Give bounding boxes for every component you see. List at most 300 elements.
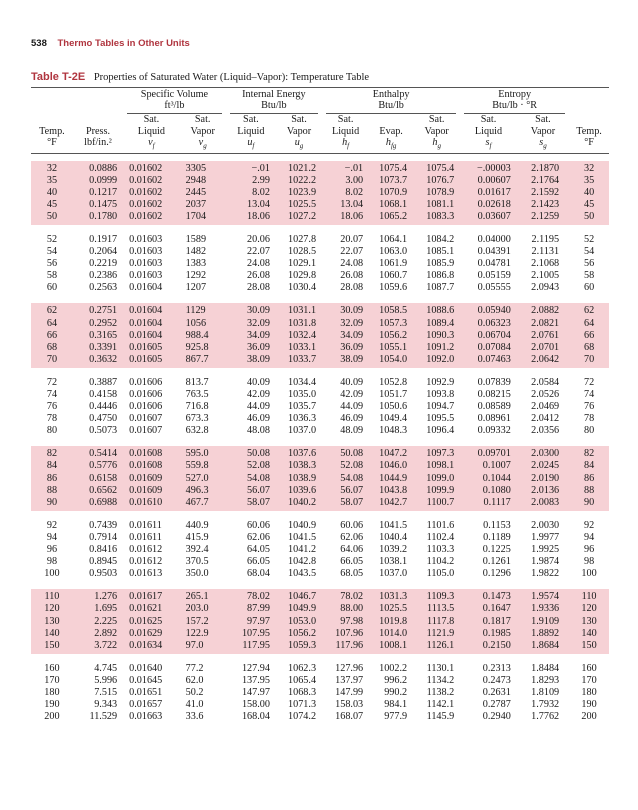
specific-volume-units: ft³/lb [164, 100, 185, 111]
table-value: 1.9977 [531, 531, 560, 543]
table-value: 0.07463 [477, 353, 511, 365]
table-value: 0.01640 [129, 662, 163, 674]
table-value: 52.08 [247, 460, 270, 472]
cell-vg [180, 518, 226, 582]
table-value: 527.0 [185, 472, 209, 484]
table-value: 0.01663 [129, 711, 163, 723]
table-value: 1102.4 [426, 531, 455, 543]
col-header-symbol: $h_f$ [342, 137, 350, 151]
table-value: 22.07 [340, 246, 364, 258]
table-value: 74 [583, 389, 595, 400]
table-value: 200 [44, 711, 60, 723]
table-value: 18.06 [340, 210, 364, 222]
table-value: 36.09 [247, 341, 270, 353]
table-value: 1113.5 [426, 603, 455, 615]
table-value: 1589 [185, 233, 207, 245]
cell-hfg [369, 161, 413, 225]
table-value: 0.0999 [89, 174, 118, 186]
table-value: 0.2631 [482, 686, 511, 698]
table-value: 66.05 [247, 556, 270, 568]
table-value: 62.06 [340, 531, 364, 543]
table-value: 2.1764 [531, 174, 560, 186]
cell-press [73, 303, 123, 367]
cell-hg [413, 375, 460, 439]
table-value: −.01 [251, 162, 270, 174]
cell-ug [276, 232, 322, 296]
col-header-press [73, 114, 123, 153]
table-value: 1053.0 [288, 615, 317, 627]
col-header-line2: °F [47, 137, 57, 148]
table-value: 0.7439 [89, 519, 118, 531]
table-value: 1055.1 [379, 341, 408, 353]
table-value: 150 [44, 639, 60, 651]
table-value: 1065.2 [379, 210, 408, 222]
entropy-title: Entropy [498, 89, 532, 100]
table-value: 0.01621 [129, 603, 163, 615]
entropy-units: Btu/lb · °R [492, 100, 538, 111]
table-value: 0.01603 [129, 246, 163, 258]
table-value: 0.01608 [129, 460, 163, 472]
table-value: 1.8109 [531, 686, 560, 698]
group-spacer [31, 296, 609, 303]
table-value: 1138.2 [426, 686, 455, 698]
cell-sg [517, 518, 569, 582]
table-value: 1101.6 [426, 519, 455, 531]
table-value: 1038.1 [379, 556, 408, 568]
table-value: 0.04391 [477, 246, 511, 258]
table-value: 0.1044 [482, 472, 511, 484]
table-value: 0.1917 [89, 233, 118, 245]
table-value: 0.8416 [89, 544, 118, 556]
col-header-vg [180, 114, 226, 153]
cell-temp-right [569, 661, 609, 725]
table-value: 56 [583, 258, 595, 270]
table-value: 1046.7 [288, 591, 317, 603]
table-value: 5.996 [94, 674, 118, 686]
table-value: 41.0 [185, 699, 204, 711]
table-value: 1091.2 [426, 341, 455, 353]
table-value: 0.1296 [482, 568, 511, 580]
table-value: 1704 [185, 210, 207, 222]
table-value: 2.0412 [531, 413, 560, 425]
table-value: 168.07 [335, 711, 364, 723]
table-value: 0.1007 [482, 460, 511, 472]
cell-sf [460, 303, 517, 367]
col-header-hf [322, 114, 369, 153]
col-header-line1: Sat. [428, 114, 445, 125]
cell-press [73, 161, 123, 225]
table-value: 35 [583, 174, 595, 186]
table-value: 1029.1 [288, 258, 317, 270]
table-value: 38.09 [340, 353, 364, 365]
table-value: 8.02 [345, 186, 364, 198]
cell-sg [517, 161, 569, 225]
table-value: 58.07 [247, 496, 270, 508]
table-value: 0.04781 [477, 258, 511, 270]
table-value: 0.07084 [477, 341, 511, 353]
table-value: 2.0882 [531, 305, 560, 317]
table-value: 1051.7 [379, 389, 408, 400]
cell-vg [180, 375, 226, 439]
table-value: 1059.3 [288, 639, 317, 651]
table-value: 46.09 [340, 413, 364, 425]
table-value: 1.8684 [531, 639, 560, 651]
table-value: 1.695 [94, 603, 118, 615]
table-value: 1.9336 [531, 603, 560, 615]
table-value: 1044.9 [379, 472, 408, 484]
table-value: 140 [44, 627, 60, 639]
table-value: 0.8945 [89, 556, 118, 568]
group-spacer [31, 511, 609, 518]
table-value: 35 [46, 174, 58, 186]
table-value: 559.8 [185, 460, 209, 472]
table-value: 1085.1 [426, 246, 455, 258]
table-value: 32.09 [247, 317, 270, 329]
col-header-temp [31, 114, 73, 153]
col-header-line1: Sat. [535, 114, 551, 125]
table-value: 0.1153 [483, 519, 511, 531]
table-value: 160 [44, 662, 60, 674]
table-value: 2.0701 [531, 341, 560, 353]
table-value: 1033.7 [288, 353, 317, 365]
group-spacer [31, 582, 609, 589]
cell-ug [276, 518, 322, 582]
table-value: 1039.2 [379, 544, 408, 556]
table-value: 42.09 [247, 389, 270, 400]
table-value: 30.09 [247, 305, 270, 317]
cell-temp [31, 589, 73, 653]
table-value: 62.0 [185, 674, 204, 686]
cell-uf [226, 375, 276, 439]
table-value: 168.04 [241, 711, 270, 723]
table-value: −.00003 [477, 162, 511, 174]
cell-vg [180, 303, 226, 367]
table-value: 632.8 [185, 425, 209, 437]
cell-sg [517, 232, 569, 296]
table-value: 137.97 [335, 674, 364, 686]
entropy-group [460, 89, 569, 111]
table-value: 0.03607 [477, 210, 511, 222]
table-value: 925.8 [185, 341, 209, 353]
row-group [31, 232, 609, 296]
table-value: 40.09 [247, 376, 270, 388]
table-value: 1.276 [94, 591, 118, 603]
table-value: 80 [46, 425, 58, 437]
table-value: 78 [46, 413, 58, 425]
table-value: 1031.1 [288, 305, 317, 317]
table-value: 1063.0 [379, 246, 408, 258]
table-id: Table T-2E [31, 71, 86, 83]
cell-sf [460, 589, 517, 653]
table-value: 1292 [185, 270, 207, 282]
col-header-line1: Sat. [143, 114, 160, 125]
group-spacer [31, 654, 609, 661]
table-value: 0.1473 [482, 591, 511, 603]
cell-temp [31, 661, 73, 725]
table-value: 62 [46, 305, 58, 317]
col-header-hfg [369, 114, 413, 153]
table-value: 68.04 [247, 568, 270, 580]
table-value: 1002.2 [379, 662, 408, 674]
table-value: 97.98 [340, 615, 364, 627]
table-value: 1145.9 [426, 711, 455, 723]
col-header-line2: Vapor [190, 125, 215, 137]
table-value: 0.5776 [89, 460, 118, 472]
table-value: 2.1068 [531, 258, 560, 270]
cell-temp-right [569, 518, 609, 582]
cell-press [73, 232, 123, 296]
table-value: 92 [46, 519, 58, 531]
table-value: 70 [46, 353, 58, 365]
col-header-line2: Vapor [424, 125, 449, 137]
cell-hfg [369, 589, 413, 653]
cell-ug [276, 661, 322, 725]
cell-hf [322, 589, 369, 653]
table-value: 867.7 [185, 353, 209, 365]
cell-sg [517, 661, 569, 725]
table-value: 1094.7 [426, 401, 455, 413]
table-value: 50.2 [185, 686, 204, 698]
table-value: 32.09 [340, 317, 364, 329]
table-value: 13.04 [247, 198, 270, 210]
table-value: 1.7762 [531, 711, 560, 723]
table-value: 0.2313 [482, 662, 511, 674]
table-value: 0.09332 [477, 425, 511, 437]
table-value: 78.02 [247, 591, 270, 603]
table-value: 1093.8 [426, 389, 455, 400]
table-value: 1038.3 [288, 460, 317, 472]
table-value: 46.09 [247, 413, 270, 425]
table-value: 0.05159 [477, 270, 511, 282]
table-value: 0.01606 [129, 376, 163, 388]
table-value: 7.515 [94, 686, 118, 698]
table-value: 0.1117 [483, 496, 511, 508]
table-value: 1031.3 [379, 591, 408, 603]
table-value: 1078.9 [426, 186, 455, 198]
table-value: 1100.7 [426, 496, 455, 508]
table-value: 0.0886 [89, 162, 118, 174]
table-value: 1.9574 [531, 591, 560, 603]
table-value: 0.3632 [89, 353, 118, 365]
table-value: 88.00 [340, 603, 364, 615]
table-value: 203.0 [185, 603, 209, 615]
table-value: 0.2150 [482, 639, 511, 651]
table-value: 68 [583, 341, 595, 353]
table-value: 716.8 [185, 401, 209, 413]
table-value: 1038.9 [288, 472, 317, 484]
table-value: 130 [581, 615, 597, 627]
table-value: 1041.2 [288, 544, 317, 556]
table-value: 45 [583, 198, 595, 210]
table-value: 100 [44, 568, 60, 580]
table-value: 0.01603 [129, 270, 163, 282]
cell-temp-right [569, 232, 609, 296]
table-value: 1098.1 [426, 460, 455, 472]
cell-hfg [369, 303, 413, 367]
table-value: 22.07 [247, 246, 270, 258]
cell-uf [226, 161, 276, 225]
row-group [31, 375, 609, 439]
table-value: 158.03 [335, 699, 364, 711]
table-value: 1042.8 [288, 556, 317, 568]
col-header-ug [276, 114, 322, 153]
table-value: 13.04 [340, 198, 364, 210]
table-value: 0.01602 [129, 174, 163, 186]
cell-sf [460, 518, 517, 582]
table-value: 0.01602 [129, 210, 163, 222]
table-value: 1056 [185, 317, 207, 329]
table-value: 26.08 [340, 270, 364, 282]
table-value: 190 [581, 699, 597, 711]
table-value: 1117.8 [426, 615, 455, 627]
cell-hf [322, 303, 369, 367]
table-value: 1060.7 [379, 270, 408, 282]
table-value: 1022.2 [288, 174, 317, 186]
table-value: 2.0245 [531, 460, 560, 472]
cell-hg [413, 518, 460, 582]
table-value: 84 [583, 460, 595, 472]
table-value: 1130.1 [426, 662, 455, 674]
table-value: 50 [583, 210, 595, 222]
table-value: 0.9503 [89, 568, 118, 580]
table-value: 60.06 [247, 519, 270, 531]
table-value: 1028.5 [288, 246, 317, 258]
table-value: 56.07 [340, 484, 364, 496]
table-value: 0.01651 [129, 686, 163, 698]
table-value: 1008.1 [379, 639, 408, 651]
cell-sf [460, 161, 517, 225]
table-value: 64.06 [340, 544, 364, 556]
col-header-symbol: $h_{fg}$ [385, 137, 397, 151]
table-value: 137.95 [241, 674, 270, 686]
table-caption: Properties of Saturated Water (Liquid–Vapor): Temperature Table [93, 72, 370, 83]
cell-hf [322, 375, 369, 439]
table-value: 0.4158 [89, 389, 118, 400]
col-header-line2: Liquid [237, 125, 265, 137]
table-value: 0.02618 [477, 198, 511, 210]
internal-energy-units: Btu/lb [261, 100, 287, 111]
table-value: 64.05 [247, 544, 270, 556]
table-value: 130 [44, 615, 60, 627]
table-value: 1047.2 [379, 448, 408, 460]
table-value: −.01 [344, 162, 364, 174]
cell-hg [413, 661, 460, 725]
table-value: 1056.2 [288, 627, 317, 639]
table-top-rule [31, 87, 609, 88]
cell-vf [123, 375, 180, 439]
table-value: 2.0356 [531, 425, 560, 437]
table-value: 58 [583, 270, 595, 282]
table-value: 96 [583, 544, 595, 556]
table-value: 0.04000 [477, 233, 511, 245]
table-value: 0.01610 [129, 496, 163, 508]
cell-temp-right [569, 446, 609, 510]
table-value: 1126.1 [426, 639, 455, 651]
table-value: 60 [583, 282, 595, 294]
table-value: 32 [583, 162, 595, 174]
col-header-sg [517, 114, 569, 153]
table-value: 1040.2 [288, 496, 317, 508]
cell-temp-right [569, 303, 609, 367]
cell-vf [123, 232, 180, 296]
table-value: 0.1475 [89, 198, 118, 210]
table-value: 813.7 [185, 376, 209, 388]
group-spacer [31, 225, 609, 232]
table-value: 44.09 [340, 401, 364, 413]
cell-vf [123, 518, 180, 582]
table-value: 40 [583, 186, 595, 198]
col-header-line1: Press. [85, 125, 111, 137]
table-value: 54 [583, 246, 595, 258]
table-value: 97.0 [185, 639, 204, 651]
page-number: 538 [31, 38, 47, 49]
table-value: 0.1647 [482, 603, 511, 615]
table-value: 0.01609 [129, 472, 163, 484]
table-value: 0.01611 [129, 519, 162, 531]
table-value: 2.225 [94, 615, 118, 627]
table-value: 2445 [185, 186, 207, 198]
table-value: 2.0821 [531, 317, 560, 329]
table-value: 0.06704 [477, 329, 511, 341]
table-value: 2.1592 [531, 186, 560, 198]
table-value: 1040.4 [379, 531, 408, 543]
table-value: 94 [46, 531, 58, 543]
table-value: 1083.3 [426, 210, 455, 222]
col-header-vf [123, 114, 180, 153]
cell-temp [31, 303, 73, 367]
table-value: 82 [46, 448, 58, 460]
table-value: 392.4 [185, 544, 209, 556]
table-value: 54 [46, 246, 58, 258]
table-value: 8.02 [252, 186, 270, 198]
table-value: 52 [46, 233, 58, 245]
col-header-sf [460, 114, 517, 153]
table-value: 180 [44, 686, 60, 698]
cell-vg [180, 589, 226, 653]
table-value: 1.8892 [531, 627, 560, 639]
col-header-line1: Sat. [194, 114, 211, 125]
table-value: 140 [581, 627, 597, 639]
table-value: 40.09 [340, 376, 364, 388]
table-value: 96 [46, 544, 58, 556]
table-value: 68.05 [340, 568, 364, 580]
table-value: 467.7 [185, 496, 209, 508]
table-value: 0.01604 [129, 329, 163, 341]
cell-hfg [369, 518, 413, 582]
table-value: 2.1195 [531, 233, 560, 245]
cell-hf [322, 232, 369, 296]
table-value: 70 [583, 353, 595, 365]
cell-vg [180, 232, 226, 296]
table-value: 2.0190 [531, 472, 560, 484]
table-value: 60.06 [340, 519, 364, 531]
table-value: 0.01609 [129, 484, 163, 496]
table-value: 0.7914 [89, 531, 118, 543]
table-value: 0.5414 [89, 448, 118, 460]
cell-hg [413, 446, 460, 510]
table-value: 157.2 [185, 615, 209, 627]
table-value: 44.09 [247, 401, 270, 413]
cell-hf [322, 446, 369, 510]
table-value: 1035.7 [288, 401, 317, 413]
table-value: 0.01606 [129, 389, 163, 400]
table-value: 2948 [185, 174, 207, 186]
cell-sf [460, 375, 517, 439]
table-value: 1088.6 [426, 305, 455, 317]
table-value: 1103.3 [426, 544, 455, 556]
cell-hf [322, 661, 369, 725]
table-value: 1482 [185, 246, 207, 258]
